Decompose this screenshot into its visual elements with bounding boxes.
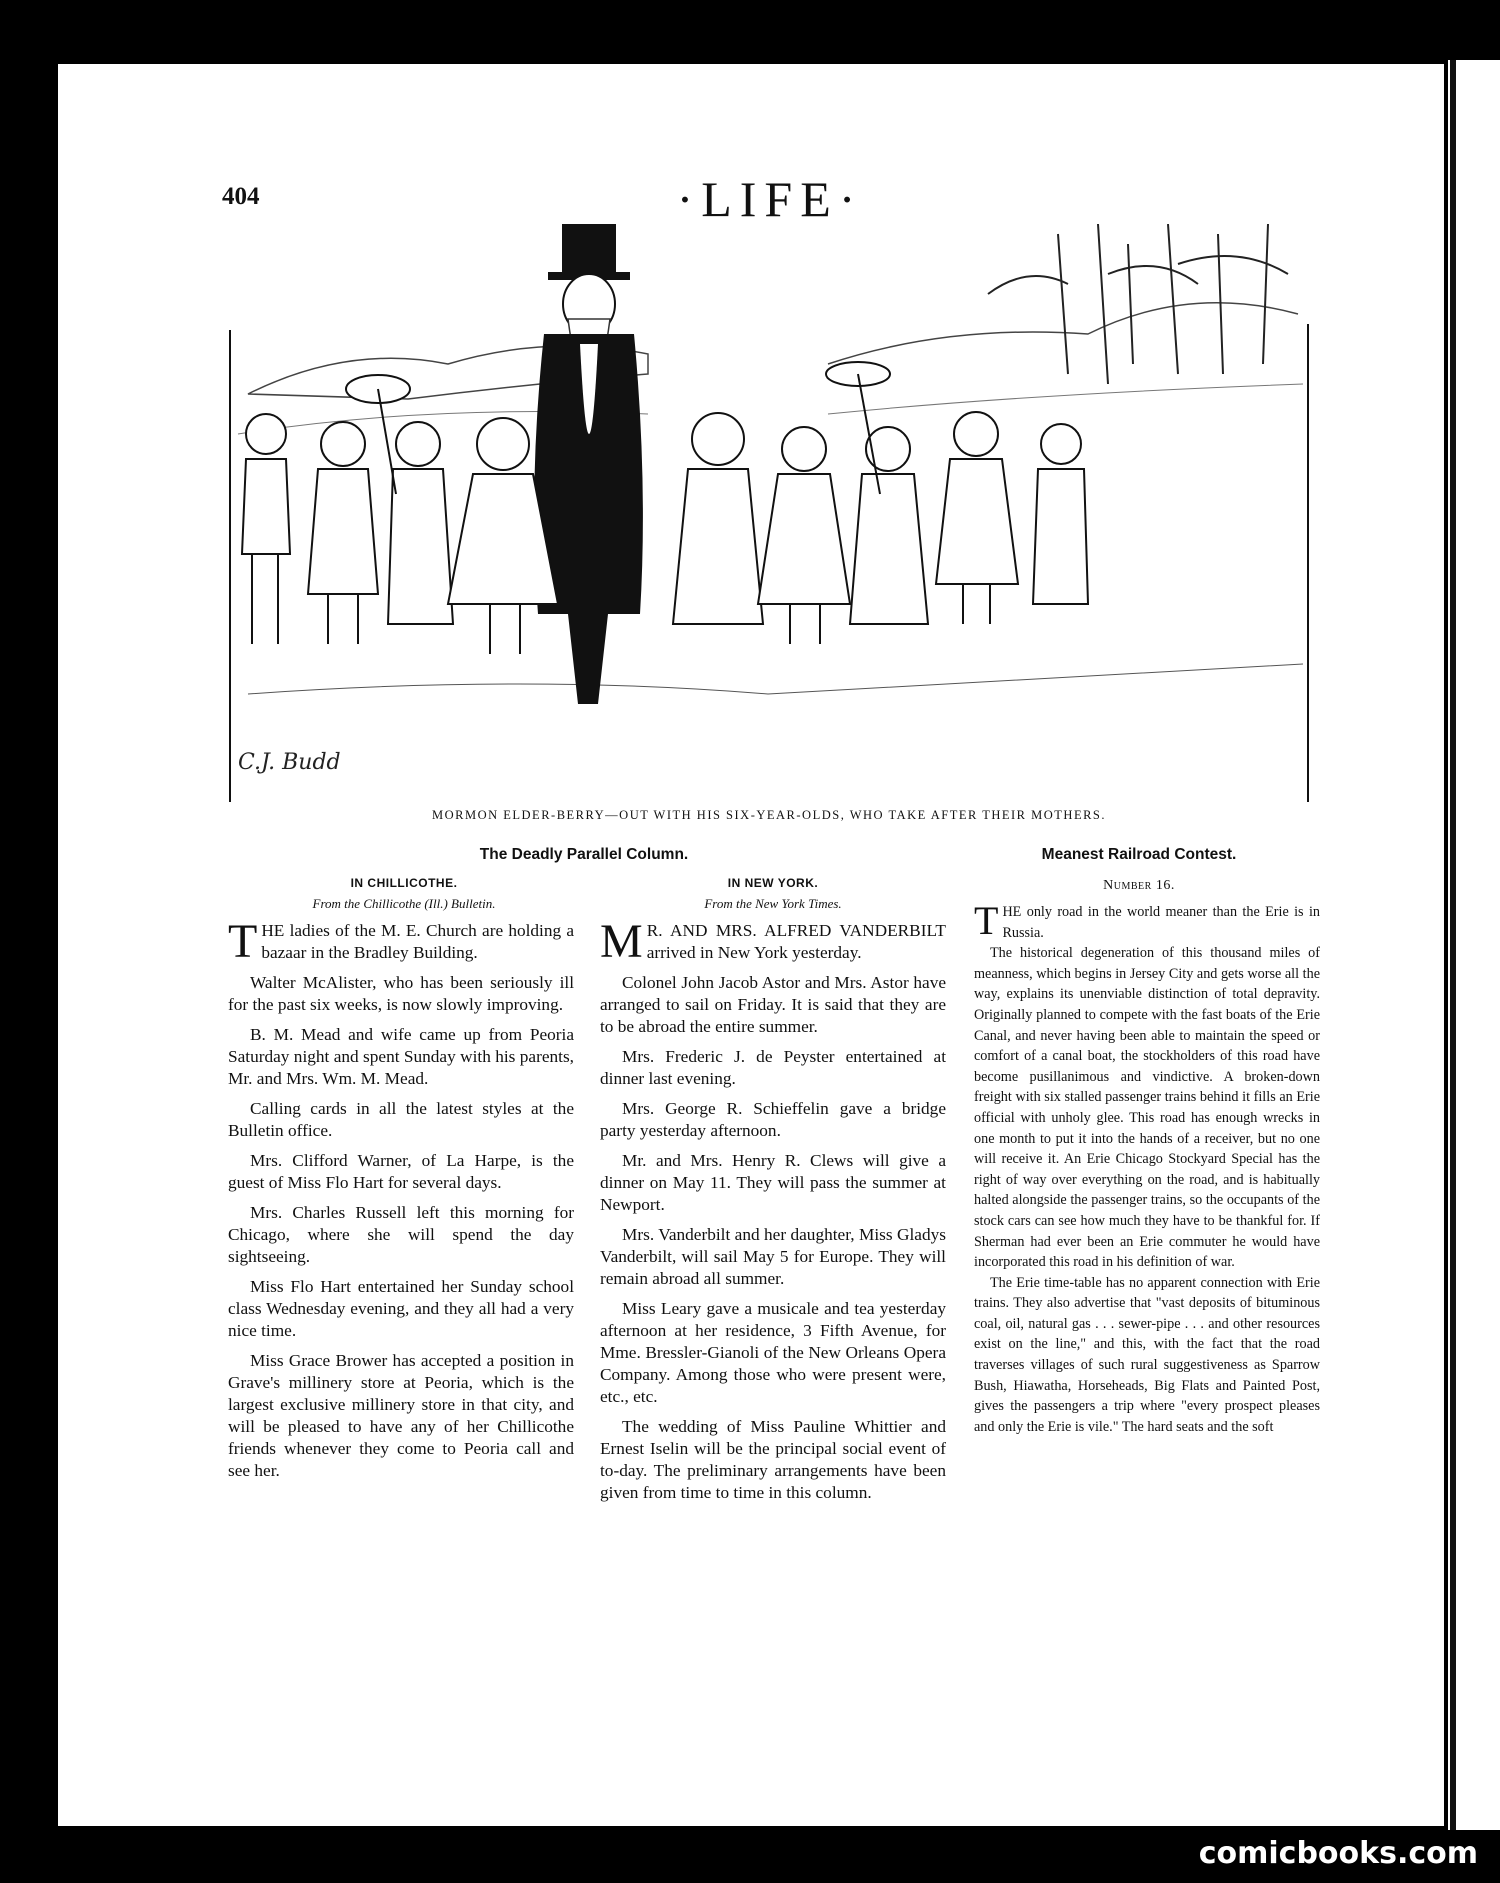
new-york-item: The wedding of Miss Pauline Whittier and Ernest Iselin will be the principal social event of to-day. The preliminary arrangements have been given from time to time in this column. (600, 1417, 946, 1502)
chillicothe-source: From the Chillicothe (Ill.) Bulletin. (312, 896, 496, 911)
watermark: comicbooks.com (1198, 1836, 1478, 1871)
new-york-heading: IN NEW YORK. (727, 876, 819, 890)
chillicothe-item: B. M. Mead and wife came up from Peoria Saturday night and spent Sunday with his parents, Mr. and Mrs. Wm. M. Mead. (228, 1025, 574, 1088)
parallel-column-title: The Deadly Parallel Column. (479, 846, 689, 863)
drop-cap: T (974, 898, 999, 943)
chillicothe-heading: IN CHILLICOTHE. (350, 876, 458, 890)
drop-cap: T (228, 915, 258, 968)
elder-figure (534, 224, 643, 704)
masthead: ·LIFE· (676, 171, 864, 227)
chillicothe-item: Miss Flo Hart entertained her Sunday school class Wednesday evening, and they all had a very nice time. (228, 1277, 574, 1340)
new-york-item: Mrs. Vanderbilt and her daughter, Miss Gladys Vanderbilt, will sail May 5 for Europe. They will remain abroad all summer. (600, 1225, 946, 1288)
illustration-caption: MORMON ELDER-BERRY—OUT WITH HIS SIX-YEAR-OLDS, WHO TAKE AFTER THEIR MOTHERS. (431, 808, 1106, 822)
railroad-paragraph: The historical degeneration of this thousand miles of meanness, which begins in Jersey City and gets worse all the way, explains its unenviable distinction of total depravity. Originally planned to compete with the fast boats of the Erie Canal, and never having been able to maintain the speed or comfort of a canal boat, the stockholders of this road have become pusillanimous and vindictive. A broken-down freight with six stalled passenger trains behind it fills an Erie official with unholy glee. This road has enough wrecks in one month to put it into the hands of a receiver, but no one will receive it. An Erie Chicago Stockyard Special has the right of way over everything on the road, and is habitually halted alongside the passenger trains, so the occupants of the stock cars can see how much they have to be thankful for. If Sherman had ever been an Erie commuter he would have incorporated this road in his definition of war. (974, 945, 1320, 1271)
chillicothe-column (228, 915, 574, 1490)
chillicothe-item: Walter McAlister, who has been seriously ill for the past six weeks, is now slowly improving. (228, 973, 574, 1014)
railroad-contest-title: Meanest Railroad Contest. (1041, 846, 1237, 863)
chillicothe-item: Miss Grace Brower has accepted a position in Grave's millinery store at Peoria, which is the largest exclusive millinery store in that city, and will be pleased to have any of her Chillicothe friends whenever they come to Peoria call and see her. (228, 1351, 574, 1480)
new-york-item: Mrs. George R. Schieffelin gave a bridge party yesterday afternoon. (600, 1099, 946, 1140)
railroad-lead-paragraph: THE only road in the world meaner than the Erie is in Russia. (974, 898, 1320, 943)
new-york-item: Miss Leary gave a musicale and tea yesterday afternoon at her residence, 3 Fifth Avenue, for Mme. Bressler-Gianoli of the New Orleans Opera Company. Among those who were present were, etc., etc. (600, 1299, 946, 1406)
chillicothe-lead-paragraph: THE ladies of the M. E. Church are holding a bazaar in the Bradley Building. (228, 915, 574, 968)
new-york-column (600, 915, 946, 1512)
railroad-contest-number: Number 16. (1103, 878, 1175, 893)
railroad-paragraph: The Erie time-table has no apparent connection with Erie trains. They also advertise that "vast deposits of bituminous coal, oil, natural gas . . . sewer-pipe . . . and other resources exist on the line," and this, with the fact that the road traverses villages of such rural suggestiveness as Sparrow Bush, Hiawatha, Horseheads, Big Flats and Painted Post, gives the passengers a trip where "every prospect pleases and only the Erie is vile." The hard seats and the soft (974, 1274, 1320, 1435)
new-york-lead-paragraph: M R. AND MRS. ALFRED VANDERBILT arrived in New York yesterday. (600, 915, 946, 968)
railroad-column (974, 898, 1320, 1437)
new-york-item: Mrs. Frederic J. de Peyster entertained at dinner last evening. (600, 1047, 946, 1088)
chillicothe-item: Calling cards in all the latest styles at the Bulletin office. (228, 1099, 574, 1140)
new-york-item: Mr. and Mrs. Henry R. Clews will give a dinner on May 11. They will pass the summer at Newport. (600, 1151, 946, 1214)
page-number: 404 (222, 183, 260, 210)
cartoon-illustration (228, 224, 1310, 804)
drop-cap: M (600, 915, 643, 968)
chillicothe-item: Mrs. Clifford Warner, of La Harpe, is the guest of Miss Flo Hart for several days. (228, 1151, 574, 1192)
chillicothe-item: Mrs. Charles Russell left this morning for Chicago, where she will spend the day sightseeing. (228, 1203, 574, 1266)
new-york-source: From the New York Times. (704, 896, 842, 911)
svg-text:C.J. Budd: C.J. Budd (238, 750, 341, 775)
new-york-item: Colonel John Jacob Astor and Mrs. Astor have arranged to sail on Friday. It is said that they are to be abroad the entire summer. (600, 973, 946, 1036)
page-gutter (1450, 60, 1456, 1830)
